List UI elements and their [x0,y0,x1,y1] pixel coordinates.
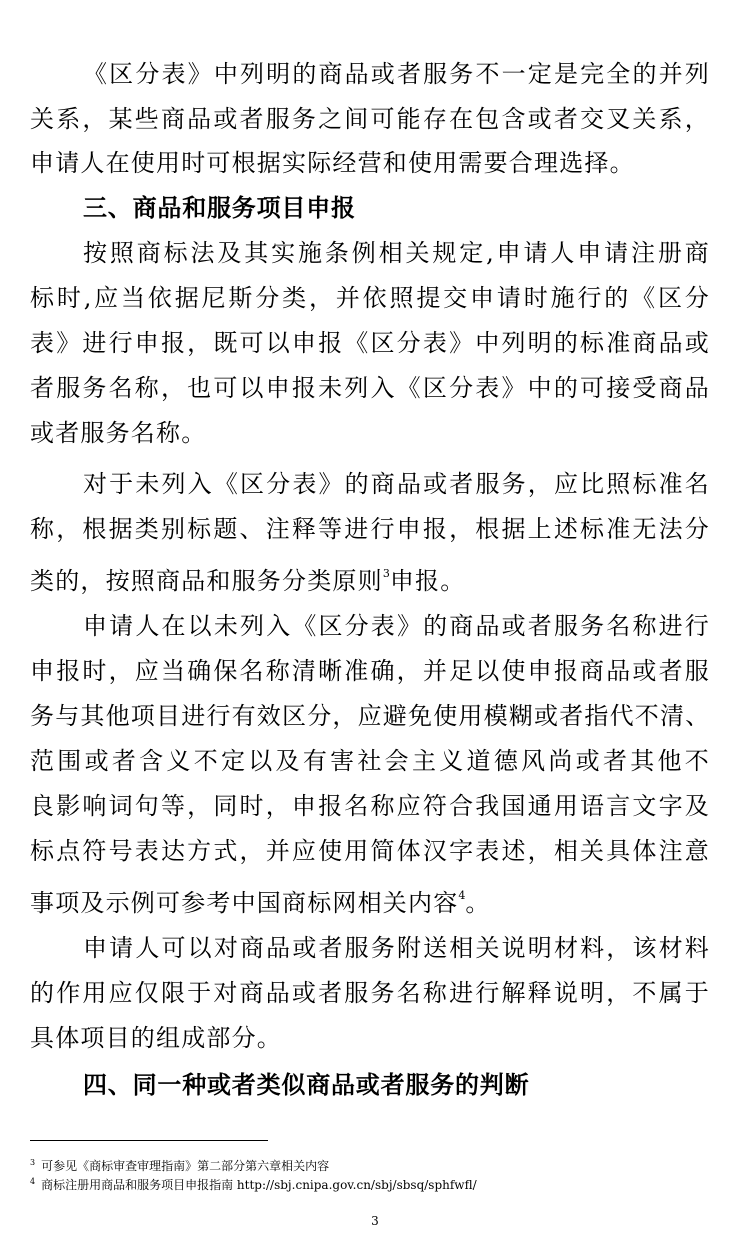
page-number: 3 [371,1214,379,1228]
footnote-text: 商标注册用商品和服务项目申报指南 http://sbj.cnipa.gov.cn/sbj/sbsq/sphfwfl/ [41,1178,477,1192]
paragraph-line: 称，根据类别标题、注释等进行申报，根据上述标准无法分 [30,515,710,543]
footnote-4 [30,1175,477,1192]
section-heading-3: 三、商品和服务项目申报 [83,194,356,222]
footnote-number: 3 [30,1158,36,1167]
footnote-ref-4: 4 [458,889,466,902]
paragraph-line: 对于未列入《区分表》的商品或者服务，应比照标准名 [83,470,710,498]
paragraph-line: 关系，某些商品或者服务之间可能存在包含或者交叉关系， [30,105,710,133]
paragraph-text: 事项及示例可参考中国商标网相关内容 [30,889,459,917]
paragraph-text: 。 [465,889,491,917]
footnote-ref-3: 3 [382,567,390,580]
paragraph-line: 申请人在使用时可根据实际经营和使用需要合理选择。 [30,149,635,177]
paragraph-line: 按照商标法及其实施条例相关规定,申请人申请注册商 [83,239,710,267]
paragraph-line: 范围或者含义不定以及有害社会主义道德风尚或者其他不 [30,747,710,775]
paragraph-line [30,562,730,593]
footnote-divider [30,1140,268,1141]
paragraph-line: 务与其他项目进行有效区分，应避免使用模糊或者指代不清、 [30,702,711,730]
paragraph-line: 者服务名称，也可以申报未列入《区分表》中的可接受商品 [30,374,710,402]
paragraph-line: 申报时，应当确保名称清晰准确，并足以使申报商品或者服 [30,657,710,685]
footnote-text: 可参见《商标审查审理指南》第二部分第六章相关内容 [41,1159,330,1173]
footnote-number: 4 [30,1177,36,1186]
paragraph-line: 表》进行申报，既可以申报《区分表》中列明的标准商品或 [30,329,710,357]
paragraph-line: 申请人在以未列入《区分表》的商品或者服务名称进行 [83,612,710,640]
paragraph-line: 《区分表》中列明的商品或者服务不一定是完全的并列 [83,60,710,88]
footnote-3 [30,1156,329,1173]
section-heading-4: 四、同一种或者类似商品或者服务的判断 [83,1071,530,1099]
paragraph-line: 具体项目的组成部分。 [30,1024,282,1052]
paragraph-line: 申请人可以对商品或者服务附送相关说明材料，该材料 [83,934,710,962]
paragraph-text: 申报。 [389,567,466,595]
paragraph-line: 良影响词句等，同时，申报名称应符合我国通用语言文字及 [30,792,710,820]
paragraph-line [30,884,730,915]
paragraph-line: 的作用应仅限于对商品或者服务名称进行解释说明，不属于 [30,979,710,1007]
paragraph-line: 标时,应当依据尼斯分类，并依照提交申请时施行的《区分 [30,284,710,312]
paragraph-line: 标点符号表达方式，并应使用简体汉字表述，相关具体注意 [30,837,710,865]
paragraph-line: 或者服务名称。 [30,419,207,447]
paragraph-text: 类的，按照商品和服务分类原则 [30,567,383,595]
